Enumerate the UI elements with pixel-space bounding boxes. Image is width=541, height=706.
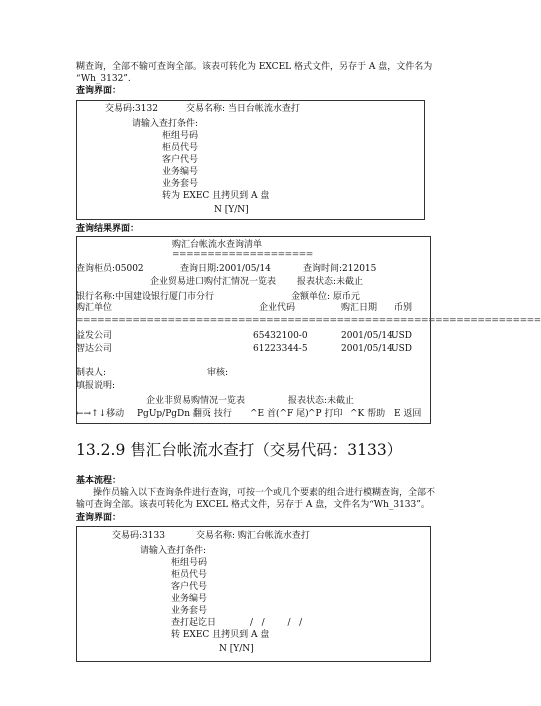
intro-line-2: “Wh_3132”. xyxy=(76,74,131,84)
footer-report-title: 企业非贸易购情况一览表 xyxy=(146,396,246,406)
intro-line-1: 糊查询，全部不输可查询全部。该表可转化为 EXCEL 格式文件，另存于 A 盘，文件名为 xyxy=(76,62,433,72)
column-header-code: 企业代码 xyxy=(259,303,296,313)
tx-name-3133: 交易名称: 购汇台帐流水查打 xyxy=(196,531,310,541)
query-prompt-3133: 请输入查打条件: xyxy=(140,546,207,556)
flow-paragraph-line-1: 操作员输入以下查询条件进行查询，可按一个或几个要素的组合进行模糊查询，全部不 xyxy=(93,488,436,498)
row-2-unit: 智达公司 xyxy=(76,344,113,354)
amount-unit: 金额单位: 原币元 xyxy=(291,292,360,302)
query-time: 查询时间:212015 xyxy=(303,264,377,274)
column-header-currency: 币别 xyxy=(394,303,413,313)
notes-label: 填报说明: xyxy=(76,381,116,391)
row-1-date: 2001/05/14 xyxy=(341,331,393,341)
field-teller-id[interactable]: 柜员代号 xyxy=(162,143,199,153)
flow-paragraph-line-2: 输可查询全部。该表可转化为 EXCEL 格式文件，另存于 A 盘，文件名为“Wh_3133”。 xyxy=(76,500,430,510)
footer-report-status: 报表状态:未截止 xyxy=(288,396,355,406)
query-date: 查询日期:2001/05/14 xyxy=(180,264,271,274)
key-execute[interactable]: : 技行 xyxy=(208,409,232,419)
field-counter-group-2[interactable]: 柜组号码 xyxy=(171,558,208,568)
key-print[interactable]: ^P 打印 xyxy=(308,409,343,419)
row-1-currency: USD xyxy=(391,331,412,341)
maker-label: 制表人: xyxy=(76,368,107,378)
query-screen-label-2: 查询界面： xyxy=(76,513,122,523)
section-heading: 13.2.9 售汇台帐流水查打（交易代码：3133） xyxy=(76,441,403,459)
field-date-range[interactable]: 查打起讫日 xyxy=(171,618,217,628)
row-1-code: 65432100-0 xyxy=(253,331,308,341)
result-title-rule: ==================== xyxy=(172,250,313,260)
result-title: 购汇台帐流水查询清单 xyxy=(172,240,263,250)
field-business-no[interactable]: 业务编号 xyxy=(162,167,199,177)
confirm-prompt[interactable]: N [Y/N] xyxy=(214,205,249,215)
result-screen-label: 查询结果界面： xyxy=(76,224,140,234)
key-first-last[interactable]: ^E 首(^F 尾) xyxy=(250,409,309,419)
row-2-code: 61223344-5 xyxy=(253,344,308,354)
key-move[interactable]: ←→↑↓移动 xyxy=(76,409,125,419)
query-screen-3133 xyxy=(76,526,431,662)
confirm-prompt-2[interactable]: N [Y/N] xyxy=(219,644,254,654)
excel-export-option-2[interactable]: 转 EXEC 且拷贝到 A 盘 xyxy=(171,630,270,640)
report-subtitle: 企业贸易进口购付汇情况一览表 xyxy=(150,277,277,287)
query-teller: 查询柜员:05002 xyxy=(76,264,144,274)
tx-name-3132: 交易名称: 当日台帐流水查打 xyxy=(186,104,300,114)
field-customer-id[interactable]: 客户代号 xyxy=(162,155,199,165)
table-rule: ================================================================== xyxy=(76,316,541,326)
report-status: 报表状态:未截止 xyxy=(297,277,364,287)
field-business-set-2[interactable]: 业务套号 xyxy=(171,606,208,616)
query-screen-3132 xyxy=(76,100,425,220)
key-return[interactable]: E 返回 xyxy=(394,409,422,419)
field-business-no-2[interactable]: 业务编号 xyxy=(171,594,208,604)
excel-export-option[interactable]: 转为 EXEC 且拷贝到 A 盘 xyxy=(162,191,270,201)
row-2-currency: USD xyxy=(391,344,412,354)
key-help[interactable]: ^K 帮助 xyxy=(350,409,386,419)
row-2-date: 2001/05/14 xyxy=(341,344,393,354)
row-1-unit: 益发公司 xyxy=(76,331,113,341)
query-screen-label-1: 查询界面： xyxy=(76,86,122,96)
column-header-unit: 购汇单位 xyxy=(76,303,113,313)
field-teller-id-2[interactable]: 柜员代号 xyxy=(171,570,208,580)
column-header-date: 购汇日期 xyxy=(341,303,378,313)
query-prompt-3132: 请输入查打条件: xyxy=(132,119,199,129)
date-range-separators: / / / / xyxy=(250,618,303,628)
basic-flow-label: 基本流程： xyxy=(76,476,122,486)
tx-code-3132: 交易码:3132 xyxy=(105,104,158,114)
tx-code-3133: 交易码:3133 xyxy=(112,531,165,541)
field-counter-group[interactable]: 柜组号码 xyxy=(162,131,199,141)
checker-label: 审核: xyxy=(207,368,229,378)
field-customer-id-2[interactable]: 客户代号 xyxy=(171,582,208,592)
key-page[interactable]: PgUp/PgDn 翻页 xyxy=(137,409,211,419)
bank-name: 银行名称:中国建设银行厦门市分行 xyxy=(76,292,215,302)
field-business-set[interactable]: 业务套号 xyxy=(162,179,199,189)
